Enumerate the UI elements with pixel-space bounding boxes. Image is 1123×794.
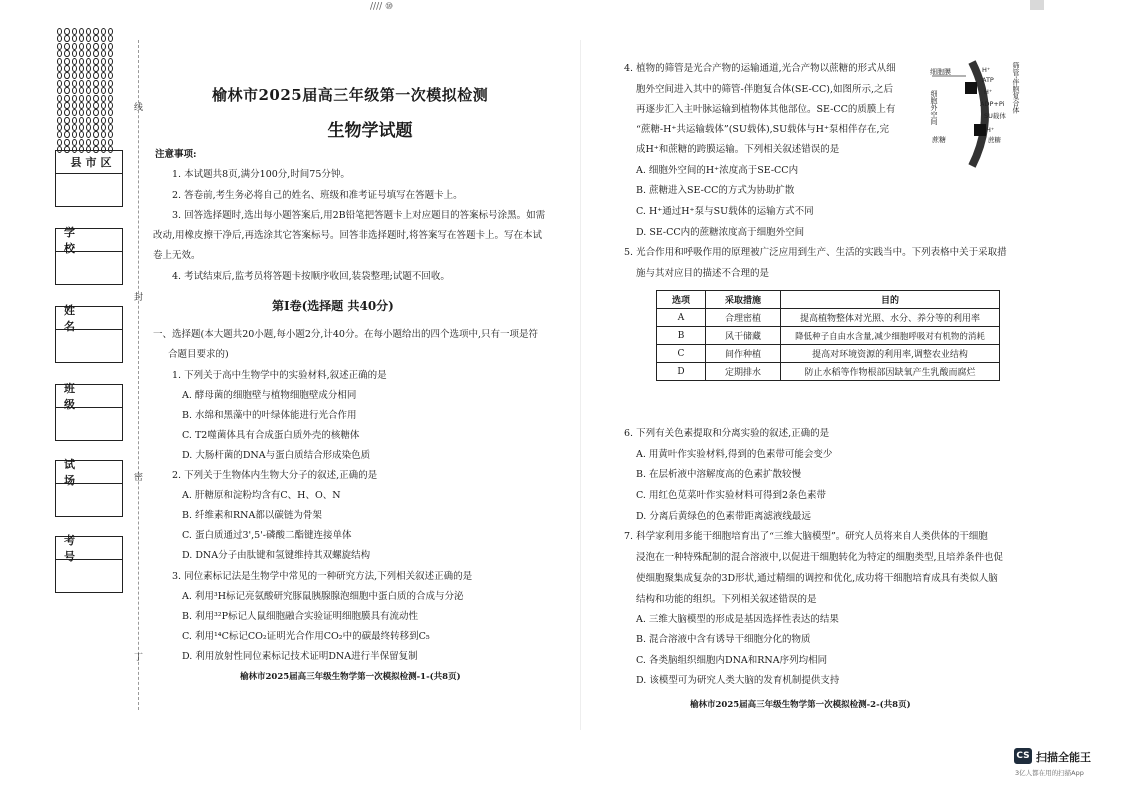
punch-hole xyxy=(93,95,98,102)
punch-hole xyxy=(57,139,62,146)
punch-hole xyxy=(108,80,113,87)
option: B. 在层析液中溶解度高的色素扩散较慢 xyxy=(636,469,802,480)
cell: 合理密植 xyxy=(706,309,781,327)
punch-hole xyxy=(108,131,113,138)
punch-hole xyxy=(108,35,113,42)
punch-hole xyxy=(72,43,77,50)
punch-hole xyxy=(86,109,91,116)
punch-hole xyxy=(93,102,98,109)
punch-hole xyxy=(72,109,77,116)
punch-hole xyxy=(93,58,98,65)
punch-hole xyxy=(93,109,98,116)
col-option: 选项 xyxy=(657,291,706,309)
punch-hole xyxy=(79,117,84,124)
punch-hole xyxy=(108,87,113,94)
punch-hole xyxy=(57,117,62,124)
measures-table xyxy=(656,290,1000,381)
option: A. 用黄叶作实验材料,得到的色素带可能会变少 xyxy=(636,449,833,460)
punch-hole xyxy=(86,139,91,146)
punch-hole xyxy=(57,28,62,35)
punch-hole xyxy=(79,28,84,35)
strip-mark: 封 xyxy=(134,293,144,303)
hole-row xyxy=(57,72,113,79)
hole-row xyxy=(57,50,113,57)
notes-heading: 注意事项: xyxy=(155,149,197,160)
punch-hole xyxy=(79,80,84,87)
field-label: 班 级 xyxy=(56,385,122,408)
punch-hole xyxy=(72,87,77,94)
punch-hole xyxy=(93,131,98,138)
table-row xyxy=(657,327,1000,345)
question-stem-line: 4. 植物的筛管是光合产物的运输通道,光合产物以蔗糖的形式从细 xyxy=(624,63,896,74)
punch-hole xyxy=(86,72,91,79)
punch-hole xyxy=(72,50,77,57)
punch-hole xyxy=(57,87,62,94)
punch-hole xyxy=(93,65,98,72)
cell: 风干储藏 xyxy=(706,327,781,345)
question-stem-line: “蔗糖-H⁺共运输载体”(SU载体),SU载体与H⁺泵相伴存在,完 xyxy=(636,124,890,135)
punch-hole xyxy=(72,28,77,35)
punch-hole xyxy=(57,102,62,109)
punch-hole xyxy=(57,65,62,72)
note-item: 3. 回答选择题时,选出每小题答案后,用2B铅笔把答题卡上对应题目的答案标号涂黑。如需 xyxy=(172,210,546,221)
fig-inside-label: 筛管-伴胞复合体 xyxy=(1012,62,1020,114)
punch-hole xyxy=(93,50,98,57)
option: A. 利用³H标记亮氨酸研究豚鼠胰腺腺泡细胞中蛋白质的合成与分泌 xyxy=(182,591,464,602)
field-county[interactable] xyxy=(55,150,123,207)
hole-row xyxy=(57,139,113,146)
hole-row xyxy=(57,117,113,124)
option: D. 该模型可为研究人类大脑的发育机制提供支持 xyxy=(636,675,840,686)
punch-hole xyxy=(101,109,106,116)
question-stem-line: 浸泡在一种特殊配制的混合溶液中,以促进干细胞转化为特定的细胞类型,且培养条件也促 xyxy=(636,552,1004,563)
field-label: 县市区 xyxy=(56,151,122,174)
punch-hole xyxy=(79,102,84,109)
punch-holes xyxy=(57,28,113,158)
col-purpose: 目的 xyxy=(781,291,1000,309)
question-stem: 6. 下列有关色素提取和分离实验的叙述,正确的是 xyxy=(624,428,830,439)
hole-row xyxy=(57,43,113,50)
punch-hole xyxy=(79,58,84,65)
punch-hole xyxy=(108,43,113,50)
option: A. 细胞外空间的H⁺浓度高于SE-CC内 xyxy=(636,165,799,176)
page-footer: 榆林市2025届高三年级生物学第一次模拟检测-1-(共8页) xyxy=(240,672,461,682)
punch-hole xyxy=(108,102,113,109)
punch-hole xyxy=(108,50,113,57)
punch-hole xyxy=(101,35,106,42)
question-stem-line: 再逐步汇入主叶脉运输到植物体其他部位。SE-CC的质膜上有 xyxy=(636,104,896,115)
punch-hole xyxy=(86,43,91,50)
punch-hole xyxy=(101,58,106,65)
fig-h-top: H⁺ xyxy=(982,66,991,74)
punch-hole xyxy=(93,35,98,42)
hole-row xyxy=(57,109,113,116)
punch-hole xyxy=(93,72,98,79)
field-label: 学 校 xyxy=(56,229,122,252)
punch-hole xyxy=(86,50,91,57)
punch-hole xyxy=(93,139,98,146)
hole-row xyxy=(57,102,113,109)
punch-hole xyxy=(79,35,84,42)
punch-hole xyxy=(72,124,77,131)
punch-hole xyxy=(79,124,84,131)
hole-row xyxy=(57,95,113,102)
punch-hole xyxy=(57,50,62,57)
punch-hole xyxy=(72,117,77,124)
punch-hole xyxy=(79,50,84,57)
option: A. 三维大脑模型的形成是基因选择性表达的结果 xyxy=(636,614,839,625)
option: D. 大肠杆菌的DNA与蛋白质结合形成染色质 xyxy=(182,450,371,461)
punch-hole xyxy=(108,117,113,124)
punch-hole xyxy=(79,87,84,94)
punch-hole xyxy=(101,65,106,72)
punch-hole xyxy=(101,72,106,79)
table-header-row xyxy=(657,291,1000,309)
punch-hole xyxy=(108,124,113,131)
punch-hole xyxy=(57,95,62,102)
punch-hole xyxy=(64,80,69,87)
note-item: 4. 考试结束后,监考员将答题卡按顺序收回,装袋整理;试题不回收。 xyxy=(172,271,450,282)
camscanner-logo: CS xyxy=(1014,748,1032,764)
camscanner-name: 扫描全能王 xyxy=(1036,751,1091,764)
col-measure: 采取措施 xyxy=(706,291,781,309)
punch-hole xyxy=(72,102,77,109)
punch-hole xyxy=(79,131,84,138)
question-stem: 1. 下列关于高中生物学中的实验材料,叙述正确的是 xyxy=(172,370,387,381)
hole-row xyxy=(57,124,113,131)
punch-hole xyxy=(57,35,62,42)
question-stem-line: 施与其对应目的描述不合理的是 xyxy=(636,268,770,279)
punch-hole xyxy=(93,43,98,50)
punch-hole xyxy=(72,95,77,102)
question-stem-line: 使细胞聚集成复杂的3D形状,通过精细的调控和优化,成功将干细胞培育成具有类似人脑 xyxy=(636,573,998,584)
question-stem: 2. 下列关于生物体内生物大分子的叙述,正确的是 xyxy=(172,470,378,481)
hole-row xyxy=(57,80,113,87)
seal-line xyxy=(138,40,139,710)
punch-hole xyxy=(101,80,106,87)
cell: 定期排水 xyxy=(706,363,781,381)
punch-hole xyxy=(64,43,69,50)
punch-hole xyxy=(108,65,113,72)
strip-mark: 线 xyxy=(134,103,144,113)
note-item: 卷上无效。 xyxy=(153,250,201,261)
fig-sucrose-out: 蔗糖 xyxy=(932,136,946,144)
punch-hole xyxy=(101,139,106,146)
exam-title: 榆林市2025届高三年级第一次模拟检测 xyxy=(212,86,489,104)
punch-hole xyxy=(72,65,77,72)
punch-hole xyxy=(86,65,91,72)
cell: B xyxy=(657,327,706,345)
punch-hole xyxy=(57,58,62,65)
punch-hole xyxy=(64,124,69,131)
punch-hole xyxy=(64,72,69,79)
punch-hole xyxy=(101,28,106,35)
question-stem-line: 胞外空间进入其中的筛管-伴胞复合体(SE-CC),如图所示,之后 xyxy=(636,84,894,95)
option: B. 混合溶液中含有诱导干细胞分化的物质 xyxy=(636,634,811,645)
option: B. 纤维素和RNA都以碳链为骨架 xyxy=(182,510,322,521)
punch-hole xyxy=(64,65,69,72)
punch-hole xyxy=(86,87,91,94)
cell: D xyxy=(657,363,706,381)
option: A. 酵母菌的细胞壁与植物细胞壁成分相同 xyxy=(182,390,357,401)
cell: 防止水稻等作物根部因缺氧产生乳酸而腐烂 xyxy=(781,363,1000,381)
punch-hole xyxy=(57,109,62,116)
punch-hole xyxy=(108,58,113,65)
punch-hole xyxy=(86,35,91,42)
cell: 提高对环境资源的利用率,调整农业结构 xyxy=(781,345,1000,363)
section-title: 第Ⅰ卷(选择题 共40分) xyxy=(272,299,394,313)
punch-hole xyxy=(86,28,91,35)
section-intro: 一、选择题(本大题共20小题,每小题2分,计40分。在每小题给出的四个选项中,只有一项是符 xyxy=(153,329,538,340)
punch-hole xyxy=(64,117,69,124)
punch-hole xyxy=(108,95,113,102)
punch-hole xyxy=(108,109,113,116)
punch-hole xyxy=(101,124,106,131)
punch-hole xyxy=(79,65,84,72)
field-school[interactable] xyxy=(55,228,123,285)
punch-hole xyxy=(86,117,91,124)
hole-row xyxy=(57,131,113,138)
cell: 提高植物整体对光照、水分、养分等的利用率 xyxy=(781,309,1000,327)
fig-adp: ADP+Pi xyxy=(980,100,1005,108)
table-row xyxy=(657,345,1000,363)
field-label: 考 号 xyxy=(56,537,122,560)
punch-hole xyxy=(86,58,91,65)
fig-h-low: H⁺ xyxy=(986,126,995,134)
punch-hole xyxy=(72,139,77,146)
punch-hole xyxy=(64,109,69,116)
option: C. 利用¹⁴C标记CO₂证明光合作用CO₂中的碳最终转移到C₅ xyxy=(182,631,430,642)
punch-hole xyxy=(93,28,98,35)
punch-hole xyxy=(93,124,98,131)
table-row xyxy=(657,309,1000,327)
option: C. 各类脑组织细胞内DNA和RNA序列均相同 xyxy=(636,655,828,666)
cell: 间作种植 xyxy=(706,345,781,363)
punch-hole xyxy=(86,124,91,131)
punch-hole xyxy=(64,58,69,65)
fig-membrane-label: 细胞膜 xyxy=(930,68,951,76)
fig-sucrose-in: 蔗糖 xyxy=(988,136,1001,144)
table-row xyxy=(657,363,1000,381)
option: C. 蛋白质通过3',5'-磷酸二酯键连接单体 xyxy=(182,530,352,541)
punch-hole xyxy=(64,35,69,42)
punch-hole xyxy=(79,109,84,116)
punch-hole xyxy=(57,43,62,50)
question-stem-line: 结构和功能的组织。下列相关叙述错误的是 xyxy=(636,594,817,605)
punch-hole xyxy=(101,131,106,138)
punch-hole xyxy=(101,117,106,124)
punch-hole xyxy=(93,117,98,124)
punch-hole xyxy=(79,72,84,79)
option: A. 肝糖原和淀粉均含有C、H、O、N xyxy=(182,490,341,501)
punch-hole xyxy=(101,95,106,102)
hole-row xyxy=(57,28,113,35)
strip-mark: 丁 xyxy=(134,653,144,663)
option: C. 用红色苋菜叶作实验材料可得到2条色素带 xyxy=(636,490,827,501)
punch-hole xyxy=(108,72,113,79)
fig-su: SU载体 xyxy=(984,112,1006,120)
field-exam-room[interactable] xyxy=(55,460,123,517)
punch-hole xyxy=(86,131,91,138)
punch-hole xyxy=(79,43,84,50)
option: B. 水绵和黑藻中的叶绿体能进行光合作用 xyxy=(182,410,357,421)
option: B. 利用³²P标记人鼠细胞融合实验证明细胞膜具有流动性 xyxy=(182,611,419,622)
punch-hole xyxy=(93,80,98,87)
question-stem-line: 5. 光合作用和呼吸作用的原理被广泛应用到生产、生活的实践当中。下列表格中关于采取措 xyxy=(624,247,1007,258)
punch-hole xyxy=(101,87,106,94)
option: D. 利用放射性同位素标记技术证明DNA进行半保留复制 xyxy=(182,651,418,662)
punch-hole xyxy=(57,72,62,79)
hole-row xyxy=(57,87,113,94)
top-marks: //// ⑩ xyxy=(370,2,394,12)
subject-title: 生物学试题 xyxy=(327,121,413,141)
fig-h-mid: H⁺ xyxy=(984,88,993,96)
page-divider xyxy=(580,40,581,730)
option: C. T2噬菌体具有合成蛋白质外壳的核糖体 xyxy=(182,430,360,441)
hole-row xyxy=(57,65,113,72)
punch-hole xyxy=(72,58,77,65)
punch-hole xyxy=(108,139,113,146)
punch-hole xyxy=(86,102,91,109)
scan-artifact xyxy=(1030,0,1044,10)
punch-hole xyxy=(64,50,69,57)
phloem-transport-figure xyxy=(928,58,1024,170)
question-stem-line: 成H⁺和蔗糖的跨膜运输。下列相关叙述错误的是 xyxy=(636,144,840,155)
question-stem: 3. 同位素标记法是生物学中常见的一种研究方法,下列相关叙述正确的是 xyxy=(172,571,473,582)
punch-hole xyxy=(86,80,91,87)
option: D. SE-CC内的蔗糖浓度高于细胞外空间 xyxy=(636,227,805,238)
camscanner-tagline: 3亿人都在用的扫描App xyxy=(1015,769,1084,777)
punch-hole xyxy=(57,80,62,87)
field-exam-number[interactable] xyxy=(55,536,123,593)
punch-hole xyxy=(108,28,113,35)
punch-hole xyxy=(64,95,69,102)
punch-hole xyxy=(64,139,69,146)
punch-hole xyxy=(79,139,84,146)
fig-atp: ATP xyxy=(982,76,994,84)
punch-hole xyxy=(72,131,77,138)
field-label: 姓 名 xyxy=(56,307,122,330)
question-stem-line: 7. 科学家利用多能干细胞培育出了“三维大脑模型”。研究人员将来自人类供体的干细胞 xyxy=(624,531,988,542)
punch-hole xyxy=(86,95,91,102)
punch-hole xyxy=(72,35,77,42)
punch-hole xyxy=(101,50,106,57)
punch-hole xyxy=(64,28,69,35)
hole-row xyxy=(57,58,113,65)
punch-hole xyxy=(93,87,98,94)
punch-hole xyxy=(64,102,69,109)
option: C. H⁺通过H⁺泵与SU载体的运输方式不同 xyxy=(636,206,814,217)
option: D. 分离后黄绿色的色素带距离滤液线最远 xyxy=(636,511,811,522)
section-intro: 合题目要求的) xyxy=(168,349,229,360)
page-footer: 榆林市2025届高三年级生物学第一次模拟检测-2-(共8页) xyxy=(690,700,911,710)
strip-mark: 密 xyxy=(134,473,144,483)
punch-hole xyxy=(79,95,84,102)
punch-hole xyxy=(64,87,69,94)
note-item: 2. 答卷前,考生务必将自己的姓名、班级和准考证号填写在答题卡上。 xyxy=(172,190,463,201)
field-class[interactable] xyxy=(55,384,123,441)
punch-hole xyxy=(101,102,106,109)
option: B. 蔗糖进入SE-CC的方式为协助扩散 xyxy=(636,185,795,196)
punch-hole xyxy=(101,43,106,50)
punch-hole xyxy=(57,124,62,131)
punch-hole xyxy=(72,80,77,87)
cell: A xyxy=(657,309,706,327)
option: D. DNA分子由肽键和氢键维持其双螺旋结构 xyxy=(182,550,371,561)
field-label: 试 场 xyxy=(56,461,122,484)
punch-hole xyxy=(72,72,77,79)
field-name[interactable] xyxy=(55,306,123,363)
cell: 降低种子自由水含量,减少细胞呼吸对有机物的消耗 xyxy=(781,327,1000,345)
punch-hole xyxy=(57,131,62,138)
note-item: 1. 本试题共8页,满分100分,时间75分钟。 xyxy=(172,169,350,180)
hole-row xyxy=(57,35,113,42)
cell: C xyxy=(657,345,706,363)
punch-hole xyxy=(64,131,69,138)
fig-outside-label: 细胞外空间 xyxy=(930,90,938,125)
note-item: 改动,用橡皮擦干净后,再选涂其它答案标号。回答非选择题时,将答案写在答题卡上。写在本试 xyxy=(153,230,543,241)
